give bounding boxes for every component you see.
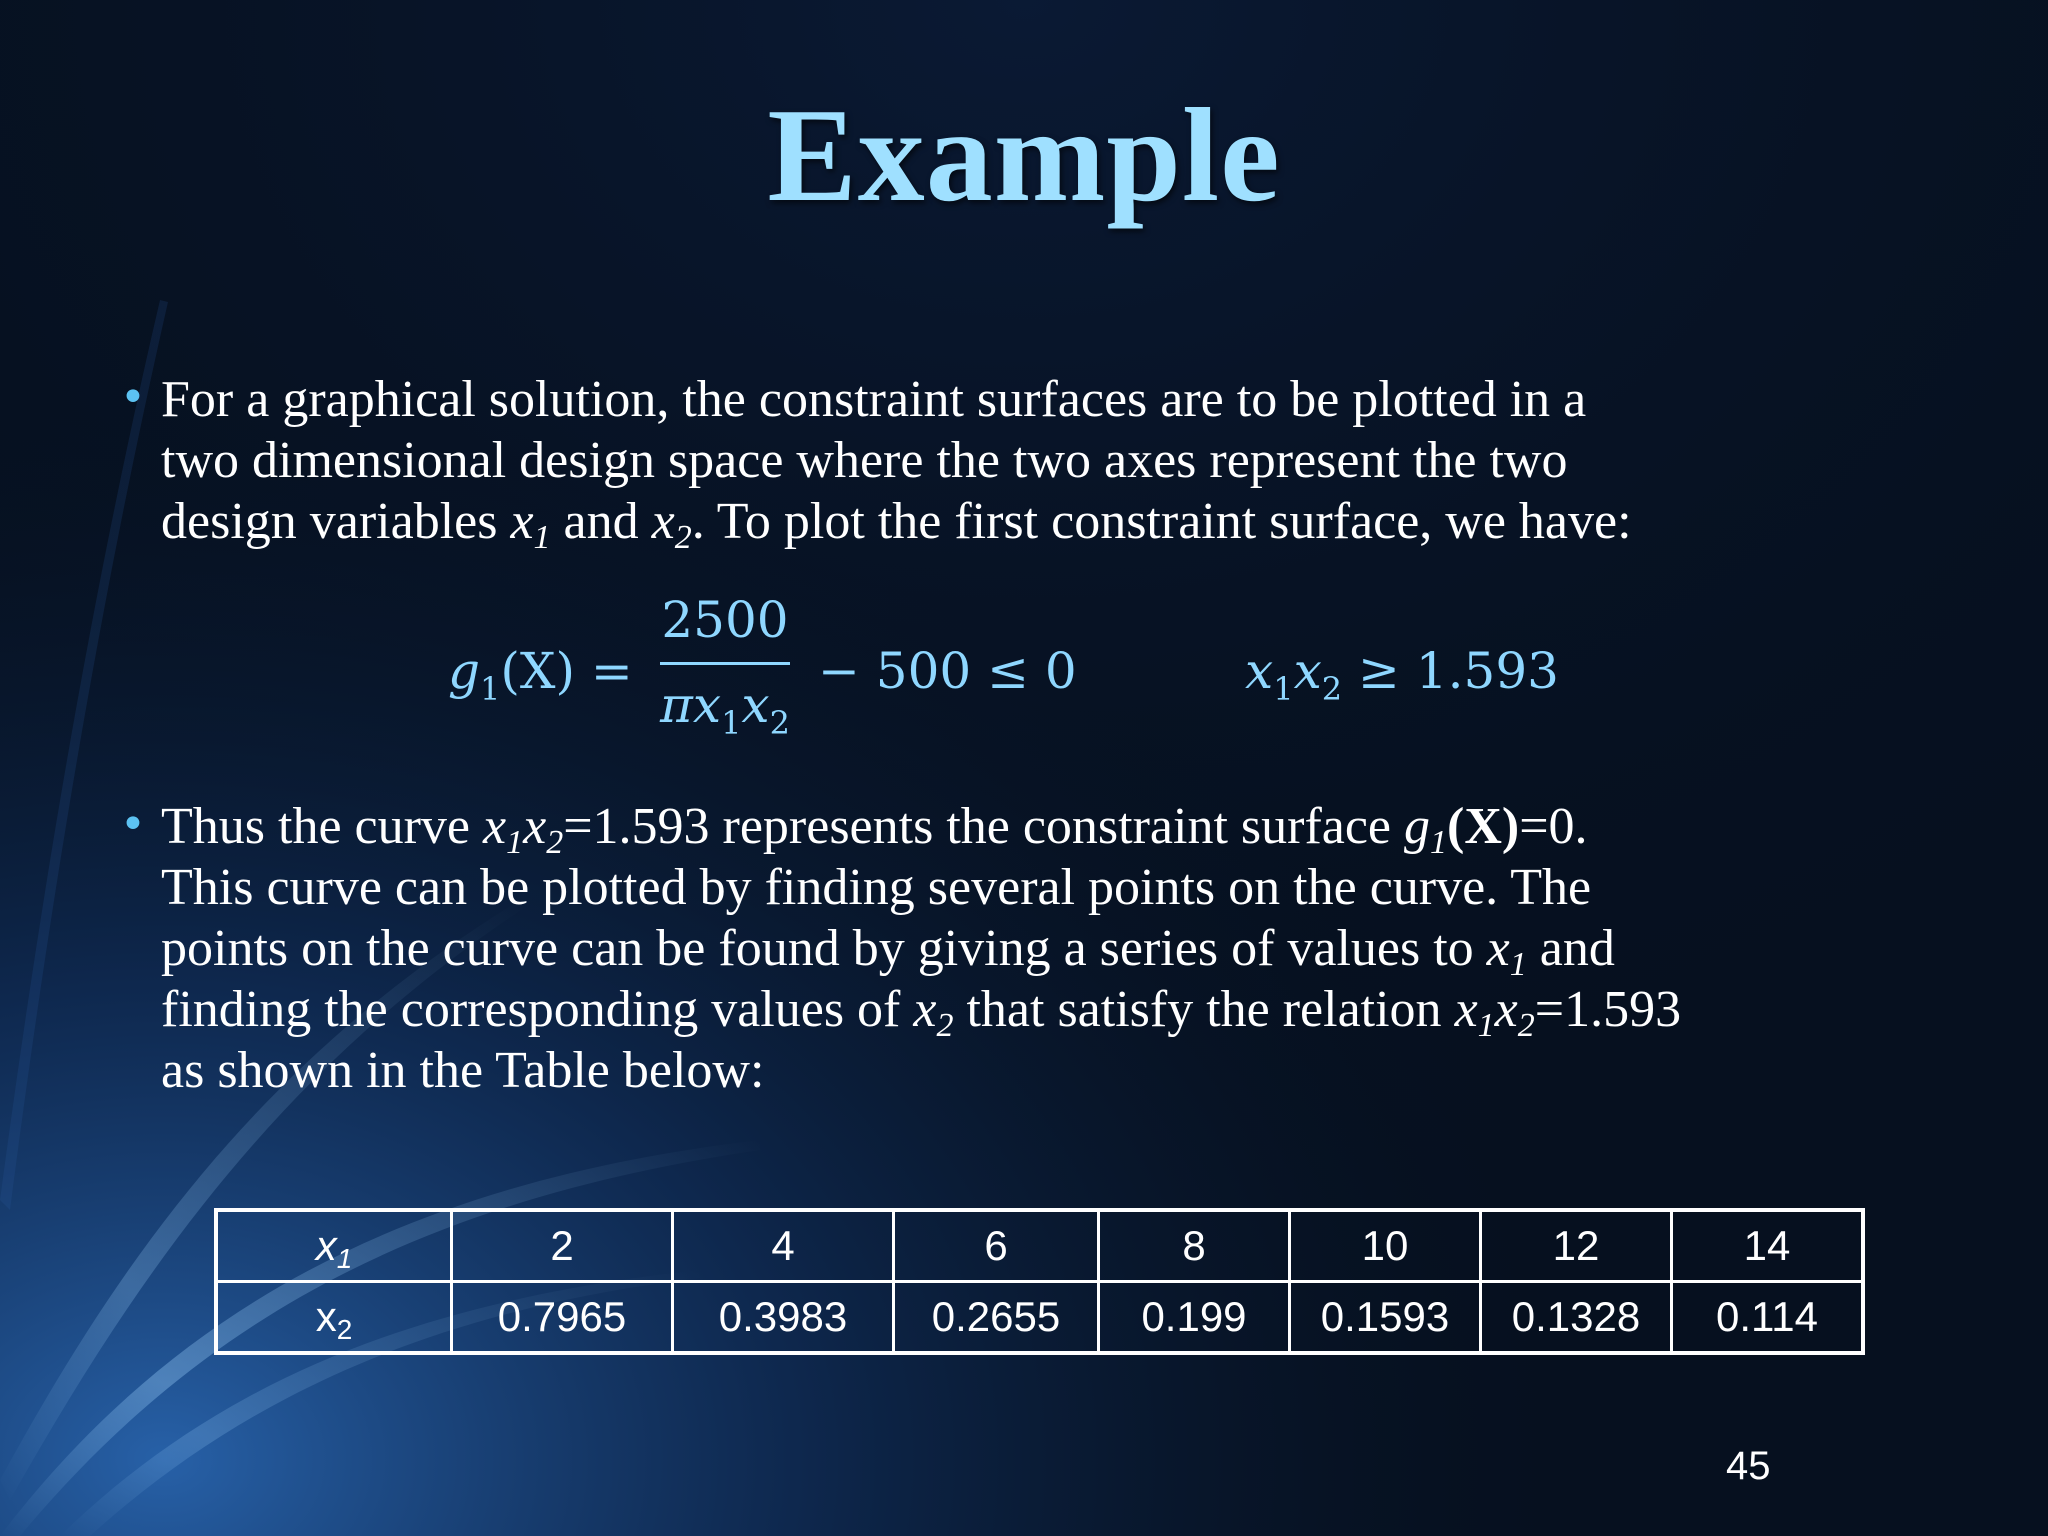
text-line: For a graphical solution, the constraint surfaces are to be plotted in a [161,371,1587,428]
text-line: points on the curve can be found by giving a series of values to $x_1$ and [161,920,1615,983]
bullet-text [161,796,1860,1101]
table-cell: 0.1328 [1481,1282,1672,1354]
row-header-x2: $x_2$ [216,1282,452,1354]
table-cell: 2 [452,1210,673,1282]
table-cell: 0.7965 [452,1282,673,1354]
text-line: finding the corresponding values of $x_2$ that satisfy the relation $x_1x_2=1.593$ [161,981,1682,1044]
table-cell: 8 [1099,1210,1290,1282]
table-cell: 0.114 [1672,1282,1864,1354]
text-line: design variables $x_1$ and $x_2$. To plot the first constraint surface, we have: [161,493,1632,556]
table-cell: 0.199 [1099,1282,1290,1354]
slide-title: Example [767,81,1281,229]
text-line: two dimensional design space where the two axes represent the two [161,432,1568,489]
table-row-x1 [216,1210,1863,1282]
equation-lhs: $g_1(X)$ = [448,642,633,708]
equation-fraction [660,590,790,742]
page-number: 45 [1726,1444,1771,1488]
bullet-graphical-solution [120,369,1860,556]
table-cell: 0.3983 [673,1282,894,1354]
bullet-curve-explanation [120,796,1860,1101]
fraction-numerator: 2500 [661,591,789,649]
table-cell: 14 [1672,1210,1864,1282]
bullet-text [161,369,1860,556]
values-table [214,1208,1865,1355]
text-line: This curve can be plotted by finding several points on the curve. The [161,859,1592,916]
text-line: Thus the curve $x_1x_2=1.593$ represents the constraint surface $g_1(X)=0$. [161,798,1588,861]
row-header-x1: $x_1$ [216,1210,452,1282]
table-cell: 0.1593 [1290,1282,1481,1354]
fraction-denominator: $\pi x_1x_2$ [660,676,790,742]
equation-rhs: − 500 ≤ 0 [818,642,1077,700]
bullet-dot-icon: • [120,799,146,850]
table-row-x2 [216,1282,1863,1354]
bullet-dot-icon: • [120,372,146,423]
table-cell: 4 [673,1210,894,1282]
slide: Example • For a graphical solution, the constraint surfaces are to be plotted in a two dimensional design space where the two axes represent the two design variables $x_1$ and $x_2$. To plot the first constraint surface, we have: $g_1(X)$ = 2500 $\pi x_1x_2$ − 500 ≤ 0 $x_1x_2 \ge 1.593$ • Thus the curve $x_1x_2=1.593$ represents the constraint surface $g_1(X)=0$. This curve can be plotted by finding several points on the curve. The points on the curve can be found by giving a series of values to $x_1$ and finding the corresponding values of $x_2$ that satisfy the relation $x_1x_2=1.593$ as shown in the Table below: $x_1$ 2 4 6 8 10 12 14 $x_2$ 0.7965 0.3983 0.2655 0.199 0.1593 0.1328 0.114 45 [0,0,2048,1536]
table-cell: 10 [1290,1210,1481,1282]
table-cell: 0.2655 [894,1282,1099,1354]
table-cell: 12 [1481,1210,1672,1282]
table-cell: 6 [894,1210,1099,1282]
fraction-bar [660,662,790,665]
text-line: as shown in the Table below: [161,1042,765,1099]
constraint-equation [448,590,1088,750]
